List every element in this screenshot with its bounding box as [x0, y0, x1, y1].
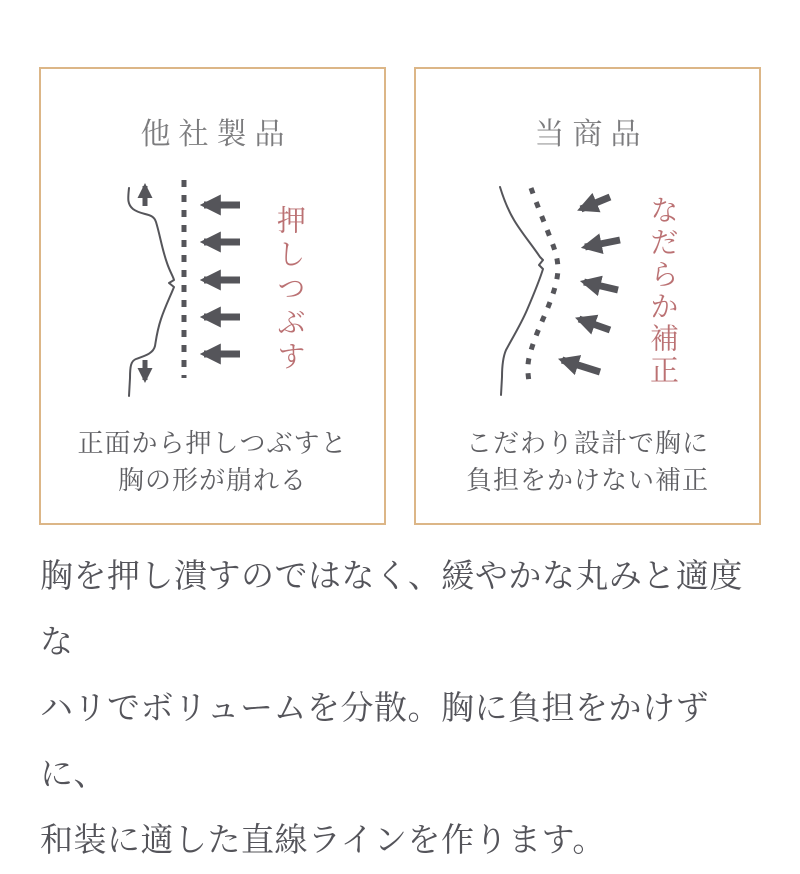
caption-line: こだわり設計で胸に: [465, 428, 709, 458]
caption-line: 負担をかけない補正: [465, 465, 709, 495]
competitor-panel: [39, 67, 386, 525]
description-line: 和装に適した直線ラインを作ります。: [40, 823, 606, 859]
gentle-press-arrow-icon: [585, 240, 620, 247]
gentle-press-arrow-icon: [584, 282, 618, 290]
competitor-caption: [41, 425, 384, 499]
gentle-press-arrow-icon: [581, 197, 610, 209]
description-line: 胸を押し潰すのではなく、緩やかな丸みと適度な: [40, 559, 743, 661]
caption-line: 胸の形が崩れる: [117, 465, 307, 495]
correction-curve-dotted: [528, 188, 558, 382]
body-outline: [128, 188, 174, 396]
crush-label: 押しつぶす: [273, 205, 305, 375]
our-product-panel: [414, 67, 761, 525]
description-line: ハリでボリュームを分散。胸に負担をかけずに、: [40, 691, 710, 793]
caption-line: 正面から押しつぶすと: [77, 428, 348, 458]
gentle-press-arrow-icon: [562, 360, 600, 372]
gentle-press-arrow-icon: [579, 319, 610, 330]
competitor-panel-title: 他社製品: [140, 118, 293, 151]
comparison-panels: [39, 67, 761, 525]
body-outline: [500, 187, 543, 395]
our-product-caption: [416, 425, 759, 499]
gentle-correction-label: なだらか補正: [646, 195, 678, 387]
description-paragraph: [40, 544, 770, 874]
our-product-panel-title: 当商品: [534, 118, 649, 151]
